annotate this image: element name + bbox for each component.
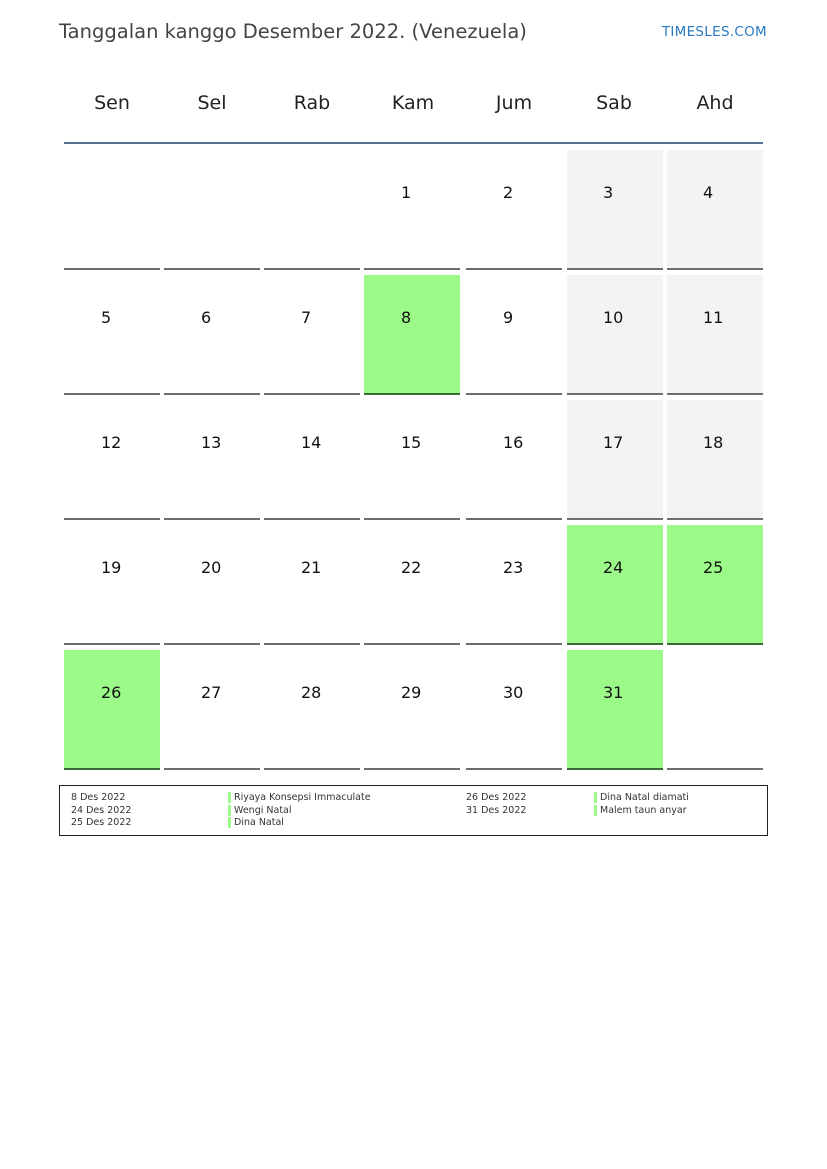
day-number: 27: [201, 683, 222, 702]
legend-holiday-name: Wengi Natal: [228, 805, 292, 816]
weekday-label-mon: Sen: [94, 92, 130, 114]
day-cell: [264, 650, 360, 770]
day-cell: [364, 275, 460, 395]
day-number: 1: [401, 183, 412, 202]
legend-holiday-name: Riyaya Konsepsi Immaculate: [228, 792, 371, 803]
day-number: 4: [703, 183, 714, 202]
day-number: 14: [301, 433, 322, 452]
day-number: 20: [201, 558, 222, 577]
day-cell: [466, 275, 562, 395]
day-cell: [667, 150, 763, 270]
day-number: 15: [401, 433, 422, 452]
day-number: 11: [703, 308, 724, 327]
day-cell: [64, 650, 160, 770]
day-number: 23: [503, 558, 524, 577]
day-cell: [567, 400, 663, 520]
day-number: 21: [301, 558, 322, 577]
day-cell: [64, 400, 160, 520]
weekday-label-thu: Kam: [391, 92, 435, 114]
day-cell: [466, 150, 562, 270]
weekday-label-sun: Ahd: [696, 92, 734, 114]
legend-holiday-name: Malem taun anyar: [594, 805, 687, 816]
day-number: 16: [503, 433, 524, 452]
day-number: 18: [703, 433, 724, 452]
day-number: 7: [301, 308, 312, 327]
day-cell: [466, 400, 562, 520]
day-number: 12: [101, 433, 122, 452]
day-number: 29: [401, 683, 422, 702]
empty-day-cell: [64, 150, 160, 270]
legend-date: 25 Des 2022: [71, 817, 132, 828]
empty-day-cell: [667, 650, 763, 770]
day-cell: [567, 150, 663, 270]
empty-day-cell: [264, 150, 360, 270]
day-cell: [164, 400, 260, 520]
day-cell: [164, 650, 260, 770]
day-cell: [567, 525, 663, 645]
day-cell: [567, 650, 663, 770]
day-number: 2: [503, 183, 514, 202]
day-number: 28: [301, 683, 322, 702]
day-cell: [667, 525, 763, 645]
day-number: 3: [603, 183, 614, 202]
day-cell: [567, 275, 663, 395]
legend-date: 8 Des 2022: [71, 792, 126, 803]
weekday-label-sat: Sab: [596, 92, 632, 114]
legend-holiday-name: Dina Natal: [228, 817, 284, 828]
brand-link[interactable]: TIMESLES.COM: [661, 24, 767, 40]
day-cell: [667, 400, 763, 520]
legend-date: 24 Des 2022: [71, 805, 132, 816]
day-number: 30: [503, 683, 524, 702]
day-cell: [264, 525, 360, 645]
day-number: 19: [101, 558, 122, 577]
day-number: 5: [101, 308, 112, 327]
day-number: 17: [603, 433, 624, 452]
day-number: 6: [201, 308, 212, 327]
day-cell: [364, 400, 460, 520]
empty-day-cell: [164, 150, 260, 270]
legend-date: 31 Des 2022: [466, 805, 527, 816]
day-cell: [667, 275, 763, 395]
holiday-legend: [59, 785, 768, 836]
weekday-label-wed: Rab: [293, 92, 331, 114]
day-cell: [466, 650, 562, 770]
day-number: 31: [603, 683, 624, 702]
day-number: 24: [603, 558, 624, 577]
weekday-label-fri: Jum: [495, 92, 533, 114]
day-number: 22: [401, 558, 422, 577]
day-number: 9: [503, 308, 514, 327]
day-cell: [264, 275, 360, 395]
day-cell: [164, 525, 260, 645]
day-cell: [64, 275, 160, 395]
day-cell: [364, 650, 460, 770]
day-number: 13: [201, 433, 222, 452]
header-divider: [64, 142, 763, 144]
day-cell: [364, 525, 460, 645]
legend-holiday-name: Dina Natal diamati: [594, 792, 689, 803]
day-number: 25: [703, 558, 724, 577]
weekday-header-row: [62, 92, 764, 116]
page-title: Tanggalan kanggo Desember 2022. (Venezuela): [59, 20, 527, 43]
day-number: 26: [101, 683, 122, 702]
day-cell: [264, 400, 360, 520]
day-cell: [364, 150, 460, 270]
day-number: 8: [401, 308, 412, 327]
day-cell: [64, 525, 160, 645]
day-cell: [164, 275, 260, 395]
weekday-label-tue: Sel: [197, 92, 227, 114]
legend-date: 26 Des 2022: [466, 792, 527, 803]
day-number: 10: [603, 308, 624, 327]
day-cell: [466, 525, 562, 645]
